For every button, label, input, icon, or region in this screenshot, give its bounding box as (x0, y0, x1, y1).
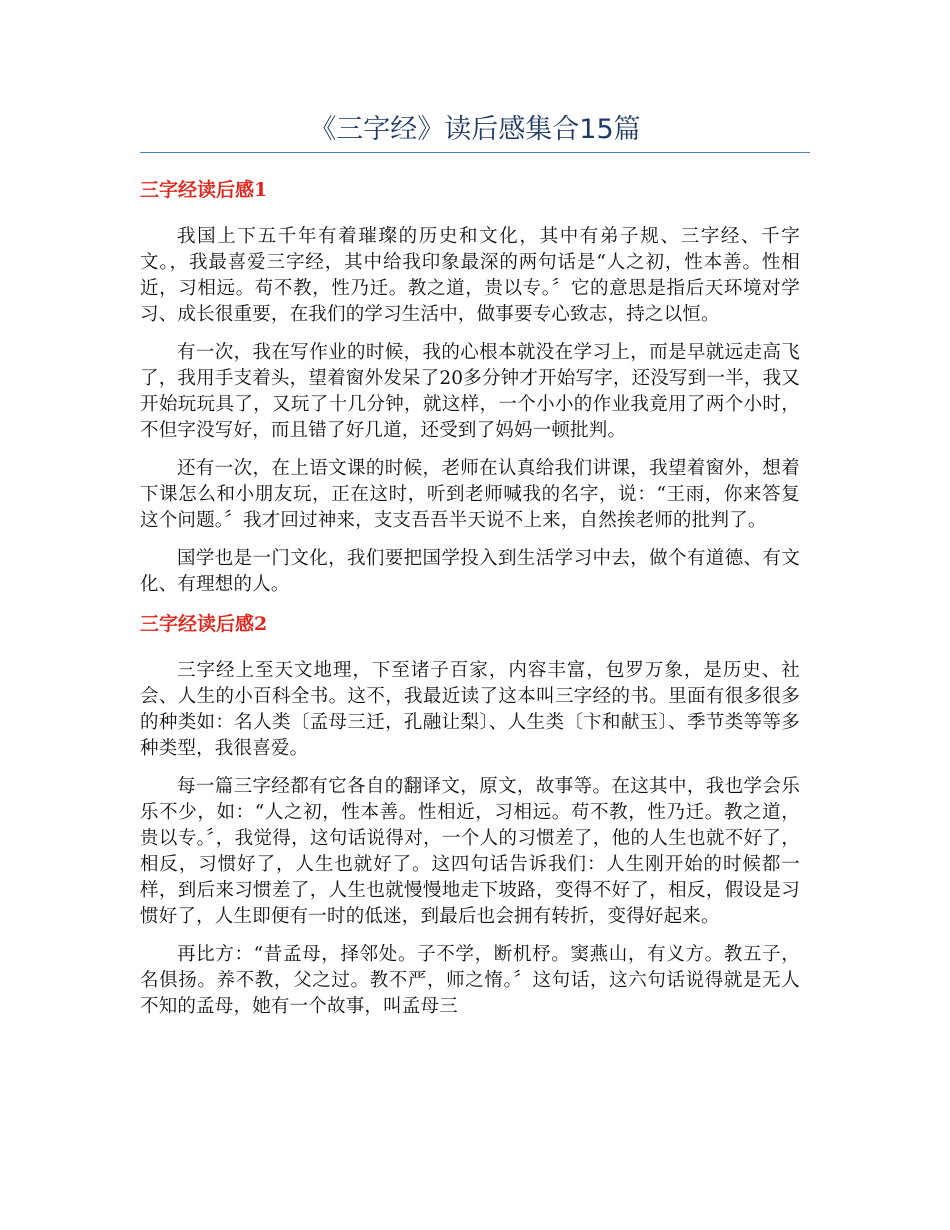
section-heading: 三字经读后感2 (140, 613, 268, 635)
document-body (140, 176, 800, 1032)
paragraph: 还有一次，在上语文课的时候，老师在认真给我们讲课，我望着窗外，想着下课怎么和小朋友玩，正在这时，听到老师喊我的名字，说：“王雨，你来答复这个问题。〞我才回过神来，支支吾吾半天说不上来，自然挨老师的批判了。 (140, 458, 800, 531)
title-underline (140, 152, 810, 153)
paragraph: 三字经上至天文地理，下至诸子百家，内容丰富，包罗万象，是历史、社会、人生的小百科全书。这不，我最近读了这本叫三字经的书。里面有很多很多的种类如：名人类〔孟母三迁，孔融让梨〕、人生类〔卞和献玉〕、季节类等等多种类型，我很喜爱。 (140, 660, 800, 759)
section-1 (140, 176, 800, 598)
paragraph: 有一次，我在写作业的时候，我的心根本就没在学习上，而是早就远走高飞了，我用手支着头，望着窗外发呆了20多分钟才开始写字，还没写到一半，我又开始玩玩具了，又玩了十几分钟，就这样，一个小小的作业我竟用了两个小时，不但字没写好，而且错了好几道，还受到了妈妈一顿批判。 (140, 342, 800, 441)
paragraph: 国学也是一门文化，我们要把国学投入到生活学习中去，做个有道德、有文化、有理想的人。 (140, 548, 800, 595)
section-2 (140, 610, 800, 1020)
paragraph: 每一篇三字经都有它各自的翻译文，原文，故事等。在这其中，我也学会乐乐不少，如：“人之初，性本善。性相近，习相远。苟不教，性乃迁。教之道，贵以专。〞，我觉得，这句话说得对，一个人的习惯差了，他的人生也就不好了，相反，习惯好了，人生也就好了。这四句话告诉我们：人生刚开始的时候都一样，到后来习惯差了，人生也就慢慢地走下坡路，变得不好了，相反，假设是习惯好了，人生即便有一时的低迷，到最后也会拥有转折，变得好起来。 (140, 776, 800, 927)
section-heading: 三字经读后感1 (140, 179, 268, 201)
document-title: 《三字经》读后感集合15篇 (309, 114, 641, 145)
paragraph: 再比方：“昔孟母，择邻处。子不学，断机杼。窦燕山，有义方。教五子，名俱扬。养不教，父之过。教不严，师之惰。〞这句话，这六句话说得就是无人不知的孟母，她有一个故事，叫孟母三 (140, 944, 800, 1017)
paragraph: 我国上下五千年有着璀璨的历史和文化，其中有弟子规、三字经、千字文。，我最喜爱三字经，其中给我印象最深的两句话是“人之初，性本善。性相近，习相远。苟不教，性乃迁。教之道，贵以专。〞它的意思是指后天环境对学习、成长很重要，在我们的学习生活中，做事要专心致志，持之以恒。 (140, 226, 800, 325)
